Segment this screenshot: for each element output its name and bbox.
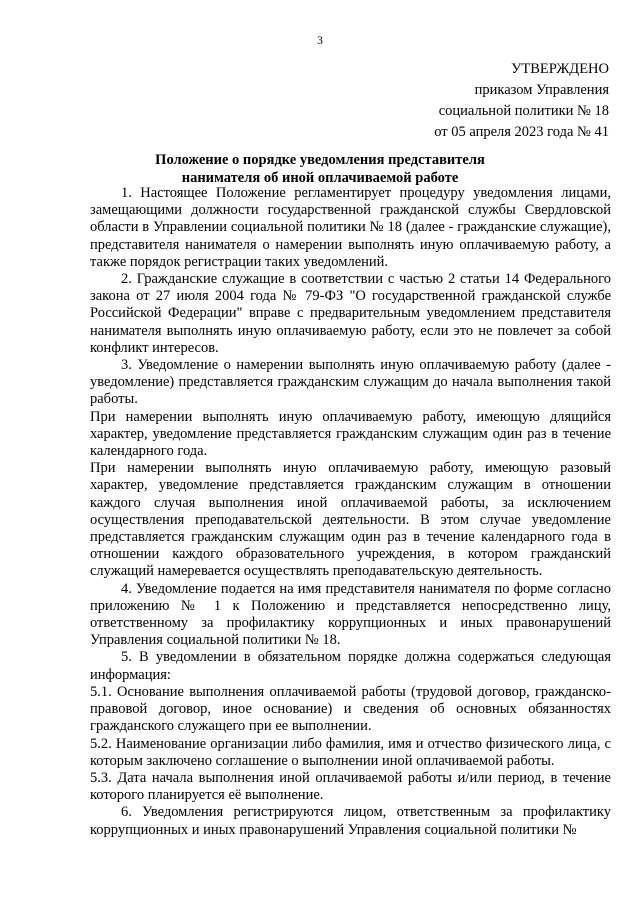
approval-block bbox=[434, 59, 609, 143]
paragraph-6: 6. Уведомления регистрируются лицом, ответственным за профилактику коррупционных и иных правонарушений Управления социальной политики № bbox=[90, 804, 611, 838]
title-line-1: Положение о порядке уведомления представителя bbox=[155, 152, 485, 168]
paragraph-5: 5. В уведомлении в обязательном порядке должна содержаться следующая информация: bbox=[90, 649, 611, 683]
paragraph-3-continuing-work: При намерении выполнять иную оплачиваемую работу, имеющую длящийся характер, уведомление представляется гражданским служащим один раз в течение календарного года. bbox=[90, 408, 611, 460]
approval-heading: УТВЕРЖДЕНО bbox=[511, 61, 609, 77]
paragraph-3: 3. Уведомление о намерении выполнять иную оплачиваемую работу (далее - уведомление) представляется гражданским служащим до начала выполнения такой работы. bbox=[90, 357, 611, 408]
page-number: 3 bbox=[317, 35, 323, 47]
title-line-2: нанимателя об иной оплачиваемой работе bbox=[181, 170, 459, 186]
approval-department-line: социальной политики № 18 bbox=[438, 103, 609, 119]
approval-date-line: от 05 апреля 2023 года № 41 bbox=[434, 124, 609, 140]
paragraph-5-1: 5.1. Основание выполнения оплачиваемой работы (трудовой договор, гражданско-правовой договор, иное основание) и сведения об основных обязанностях гражданского служащего при ее выполнении. bbox=[90, 683, 611, 735]
document-title bbox=[90, 151, 550, 187]
paragraph-4: 4. Уведомление подается на имя представителя нанимателя по форме согласно приложению № 1 к Положению и представляется непосредственно лицу, ответственному за профилактику коррупционных и иных правонарушений Управления социальной политики № 18. bbox=[90, 580, 611, 649]
paragraph-5-3: 5.3. Дата начала выполнения иной оплачиваемой работы и/или период, в течение которого планируется её выполнение. bbox=[90, 769, 611, 804]
approval-order-line: приказом Управления bbox=[474, 82, 609, 98]
paragraph-1: 1. Настоящее Положение регламентирует процедуру уведомления лицами, замещающими должности государственной гражданской службы Свердловской области в Управлении социальной политики № 18 (далее - гражданские служащие), представителя нанимателя о намерении выполнять иную оплачиваемую работу, а также порядок регистрации таких уведомлений. bbox=[90, 185, 611, 270]
document-body bbox=[90, 185, 611, 839]
paragraph-2: 2. Гражданские служащие в соответствии с частью 2 статьи 14 Федерального закона от 27 июля 2004 года № 79-ФЗ "О государственной гражданской службе Российской Федерации" вправе с предварительным уведомлением представителя нанимателя выполнять иную оплачиваемую работу, если это не повлечет за собой конфликт интересов. bbox=[90, 271, 611, 356]
paragraph-3-one-time-work: При намерении выполнять иную оплачиваемую работу, имеющую разовый характер, уведомление представляется гражданским служащим в отношении каждого случая выполнения иной оплачиваемой работы, за исключением осуществления преподавательской деятельности. В этом случае уведомление представляется гражданским служащим один раз в течение календарного года в отношении каждого образовательного учреждения, в котором гражданский служащий намеревается осуществлять преподавательскую деятельность. bbox=[90, 460, 611, 580]
paragraph-5-2: 5.2. Наименование организации либо фамилия, имя и отчество физического лица, с которым заключено соглашение о выполнении иной оплачиваемой работы. bbox=[90, 735, 611, 769]
